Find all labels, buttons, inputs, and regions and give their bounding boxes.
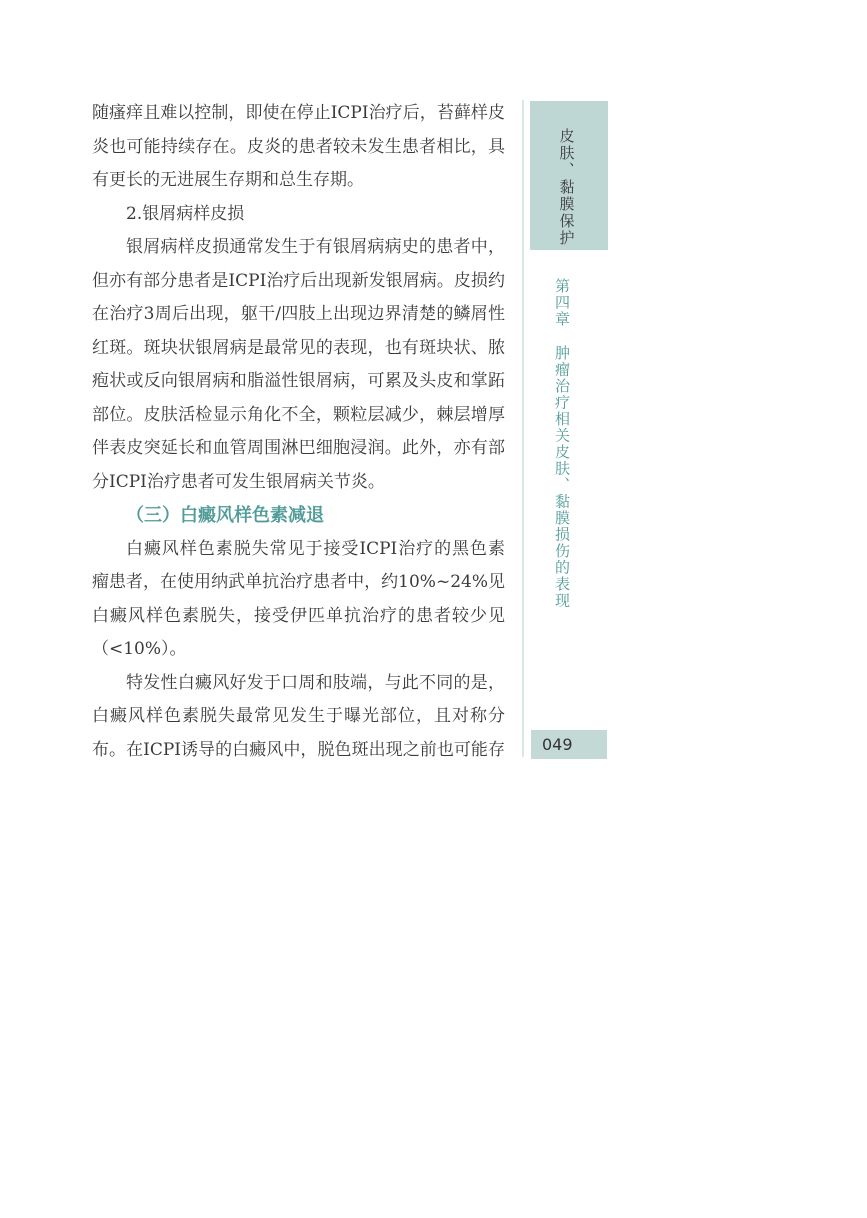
text-line: 有更长的无进展生存期和总生存期。 xyxy=(92,170,364,190)
text-line: 布。在ICPI诱导的白癜风中，脱色斑出现之前也可能存 xyxy=(92,739,505,760)
text-line: 在治疗3周后出现，躯干/四肢上出现边界清楚的鳞屑性 xyxy=(92,304,505,324)
text-line: 特发性白癜风好发于口周和肢端，与此不同的是， xyxy=(126,672,505,693)
text-line: （三）白癜风样色素减退 xyxy=(126,505,324,526)
text-line: 银屑病样皮损通常发生于有银屑病病史的患者中， xyxy=(126,237,505,257)
page-number-badge xyxy=(531,730,607,759)
text-line: 但亦有部分患者是ICPI治疗后出现新发银屑病。皮损约 xyxy=(92,270,505,291)
sidebar-divider-line xyxy=(522,100,524,757)
chapter-title: 肿瘤治疗相关皮肤、黏膜损伤的表现 xyxy=(553,344,571,609)
text-line: 部位。皮肤活检显示角化不全，颗粒层减少，棘层增厚 xyxy=(92,404,505,425)
text-line: 白癜风样色素脱失最常见发生于曝光部位，且对称分 xyxy=(92,706,505,726)
section-tab-label: 皮肤、黏膜保护 xyxy=(557,128,576,247)
text-line: 2.银屑病样皮损 xyxy=(126,203,245,224)
text-line: 伴表皮突延长和血管周围淋巴细胞浸润。此外，亦有部 xyxy=(92,438,505,458)
text-line: 瘤患者，在使用纳武单抗治疗患者中，约10%~24%见 xyxy=(92,572,505,592)
text-line: 红斑。斑块状银屑病是最常见的表现，也有斑块状、脓 xyxy=(92,337,505,358)
body-text-column xyxy=(92,97,505,767)
chapter-label xyxy=(552,278,573,758)
section-tab xyxy=(530,101,608,250)
page-number: 049 xyxy=(542,735,573,754)
chapter-number: 第四章 xyxy=(553,278,571,328)
text-line: 白癜风样色素脱失常见于接受ICPI治疗的黑色素 xyxy=(126,538,505,559)
text-line: 白癜风样色素脱失，接受伊匹单抗治疗的患者较少见 xyxy=(92,605,505,626)
text-line: 分ICPI治疗患者可发生银屑病关节炎。 xyxy=(92,471,385,492)
text-line: （<10%）。 xyxy=(92,639,187,659)
text-line: 疱状或反向银屑病和脂溢性银屑病，可累及头皮和掌跖 xyxy=(92,371,505,391)
text-line: 随瘙痒且难以控制，即使在停止ICPI治疗后，苔藓样皮 xyxy=(92,103,505,123)
text-line: 炎也可能持续存在。皮炎的患者较未发生患者相比，具 xyxy=(92,136,505,157)
